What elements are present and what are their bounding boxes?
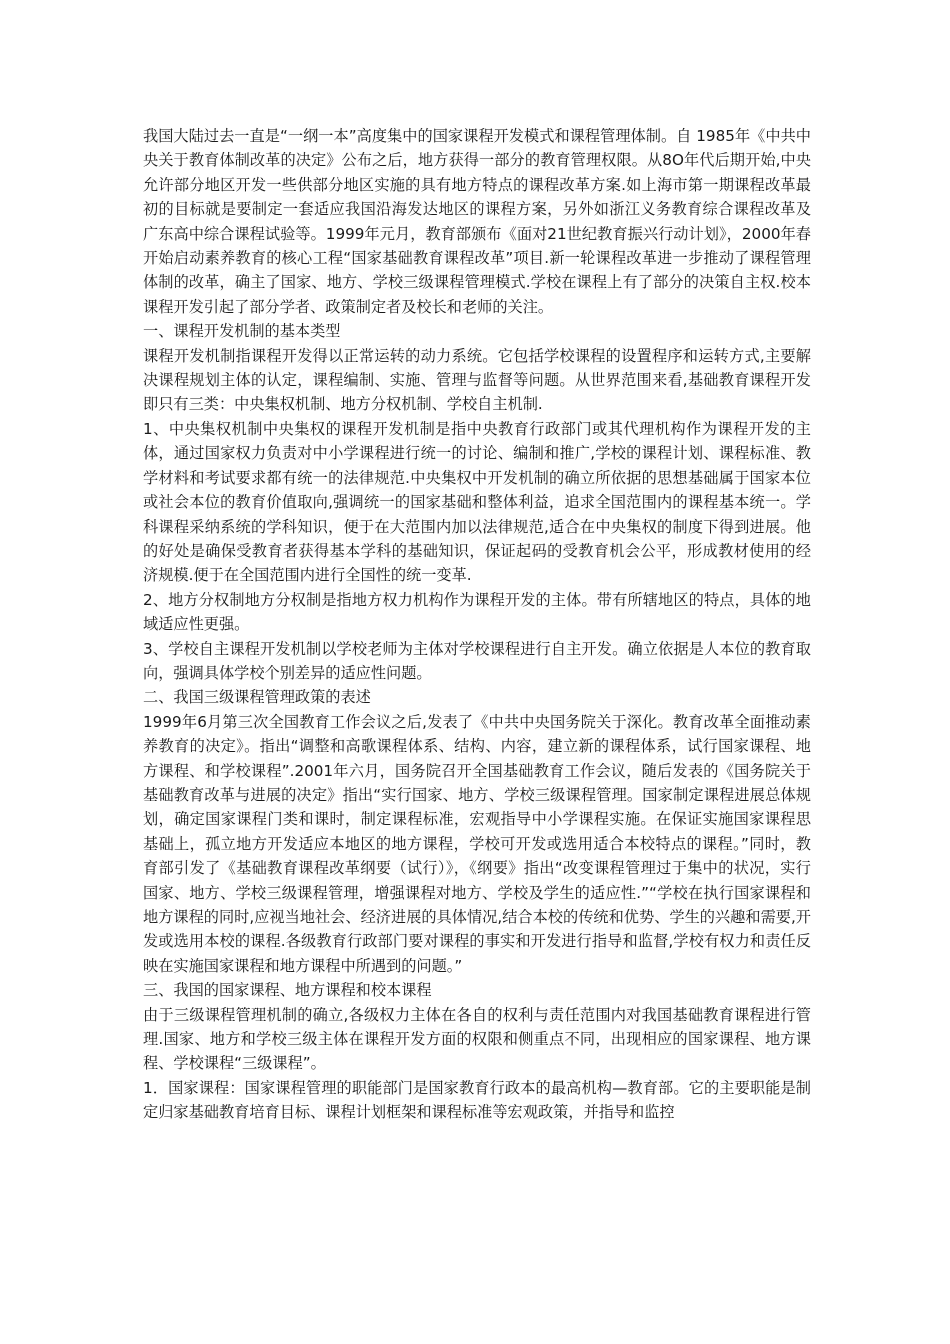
paragraph-central: 1、中央集权机制中央集权的课程开发机制是指中央教育行政部门或其代理机构作为课程开发的主体，通过国家权力负责对中小学课程进行统一的讨论、编制和推广,学校的课程计划、课程标准、教学材料和考试要求都有统一的法律规范.中央集权中开发机制的确立所依据的思想基础属于国家本位或社会本位的教育价值取向,强调统一的国家基础和整体利益，追求全国范围内的课程基本统一。学科课程采纳系统的学科知识，便于在大范围内加以法律规范,适合在中央集权的制度下得到进展。他的好处是确保受教育者获得基本学科的基础知识，保证起码的受教育机会公平，形成教材使用的经济规模.便于在全国范围内进行全国性的统一变革. <box>143 419 811 585</box>
paragraph-three-levels: 由于三级课程管理机制的确立,各级权力主体在各自的权利与责任范围内对我国基础教育课程进行管理.国家、地方和学校三级主体在课程开发方面的权限和侧重点不同，出现相应的国家课程、地方课程、学校课程“三级课程”。 <box>143 1005 811 1073</box>
document-body <box>143 124 811 1125</box>
paragraph-policy: 1999年6月第三次全国教育工作会议之后,发表了《中共中央国务院关于深化。教育改革全面推动素养教育的决定》。指出“调整和高歌课程体系、结构、内容，建立新的课程体系，试行国家课程、地方课程、和学校课程”.2001年六月，国务院召开全国基础教育工作会议，随后发表的《国务院关于基础教育改革与进展的决定》指出“实行国家、地方、学校三级课程管理。国家制定课程进展总体规划，确定国家课程门类和课时，制定课程标准，宏观指导中小学课程实施。在保证实施国家课程思基础上，孤立地方开发适应本地区的地方课程，学校可开发或选用适合本校特点的课程。”同时，教育部引发了《基础教育课程改革纲要（试行）》，《纲要》指出“改变课程管理过于集中的状况，实行国家、地方、学校三级课程管理，增强课程对地方、学校及学生的适应性.”“学校在执行国家课程和地方课程的同时,应视当地社会、经济进展的具体情况,结合本校的传统和优势、学生的兴趣和需要,开发或选用本校的课程.各级教育行政部门要对课程的事实和开发进行指导和监督,学校有权力和责任反映在实施国家课程和地方课程中所遇到的问题。” <box>143 712 811 975</box>
section-heading-3: 三、我国的国家课程、地方课程和校本课程 <box>143 981 432 1000</box>
paragraph-school: 3、学校自主课程开发机制以学校老师为主体对学校课程进行自主开发。确立依据是人本位的教育取向，强调具体学校个别差异的适应性问题。 <box>143 639 811 682</box>
section-heading-1: 一、课程开发机制的基本类型 <box>143 322 341 341</box>
paragraph-local: 2、地方分权制地方分权制是指地方权力机构作为课程开发的主体。带有所辖地区的特点，具体的地域适应性更强。 <box>143 590 811 634</box>
paragraph-definition: 课程开发机制指课程开发得以正常运转的动力系统。它包括学校课程的设置程序和运转方式,主要解决课程规划主体的认定，课程编制、实施、管理与监督等问题。从世界范围来看,基础教育课程开发即只有三类：中央集权机制、地方分权机制、学校自主机制. <box>143 346 811 414</box>
paragraph-intro: 我国大陆过去一直是“一纲一本”高度集中的国家课程开发模式和课程管理体制。自 1985年《中共中央关于教育体制改革的决定》公布之后，地方获得一部分的教育管理权限。从8O年代后期开始,中央允许部分地区开发一些供部分地区实施的具有地方特点的课程改革方案.如上海市第一期课程改革最初的目标就是要制定一套适应我国沿海发达地区的课程方案，另外如浙江义务教育综合课程改革及广东高中综合课程试验等。1999年元月，教育部颁布《面对21世纪教育振兴行动计划》，2000年春开始启动素养教育的核心工程“国家基础教育课程改革”项目.新一轮课程改革进一步推动了课程管理体制的改革，确主了国家、地方、学校三级课程管理模式.学校在课程上有了部分的决策自主权.校本课程开发引起了部分学者、政策制定者及校长和老师的关注。 <box>143 127 811 316</box>
paragraph-national-course: 1．国家课程：国家课程管理的职能部门是国家教育行政本的最高机构—教育部。它的主要职能是制定归家基础教育培育目标、课程计划框架和课程标准等宏观政策，并指导和监控 <box>143 1078 811 1122</box>
section-heading-2: 二、我国三级课程管理政策的表述 <box>143 688 371 707</box>
